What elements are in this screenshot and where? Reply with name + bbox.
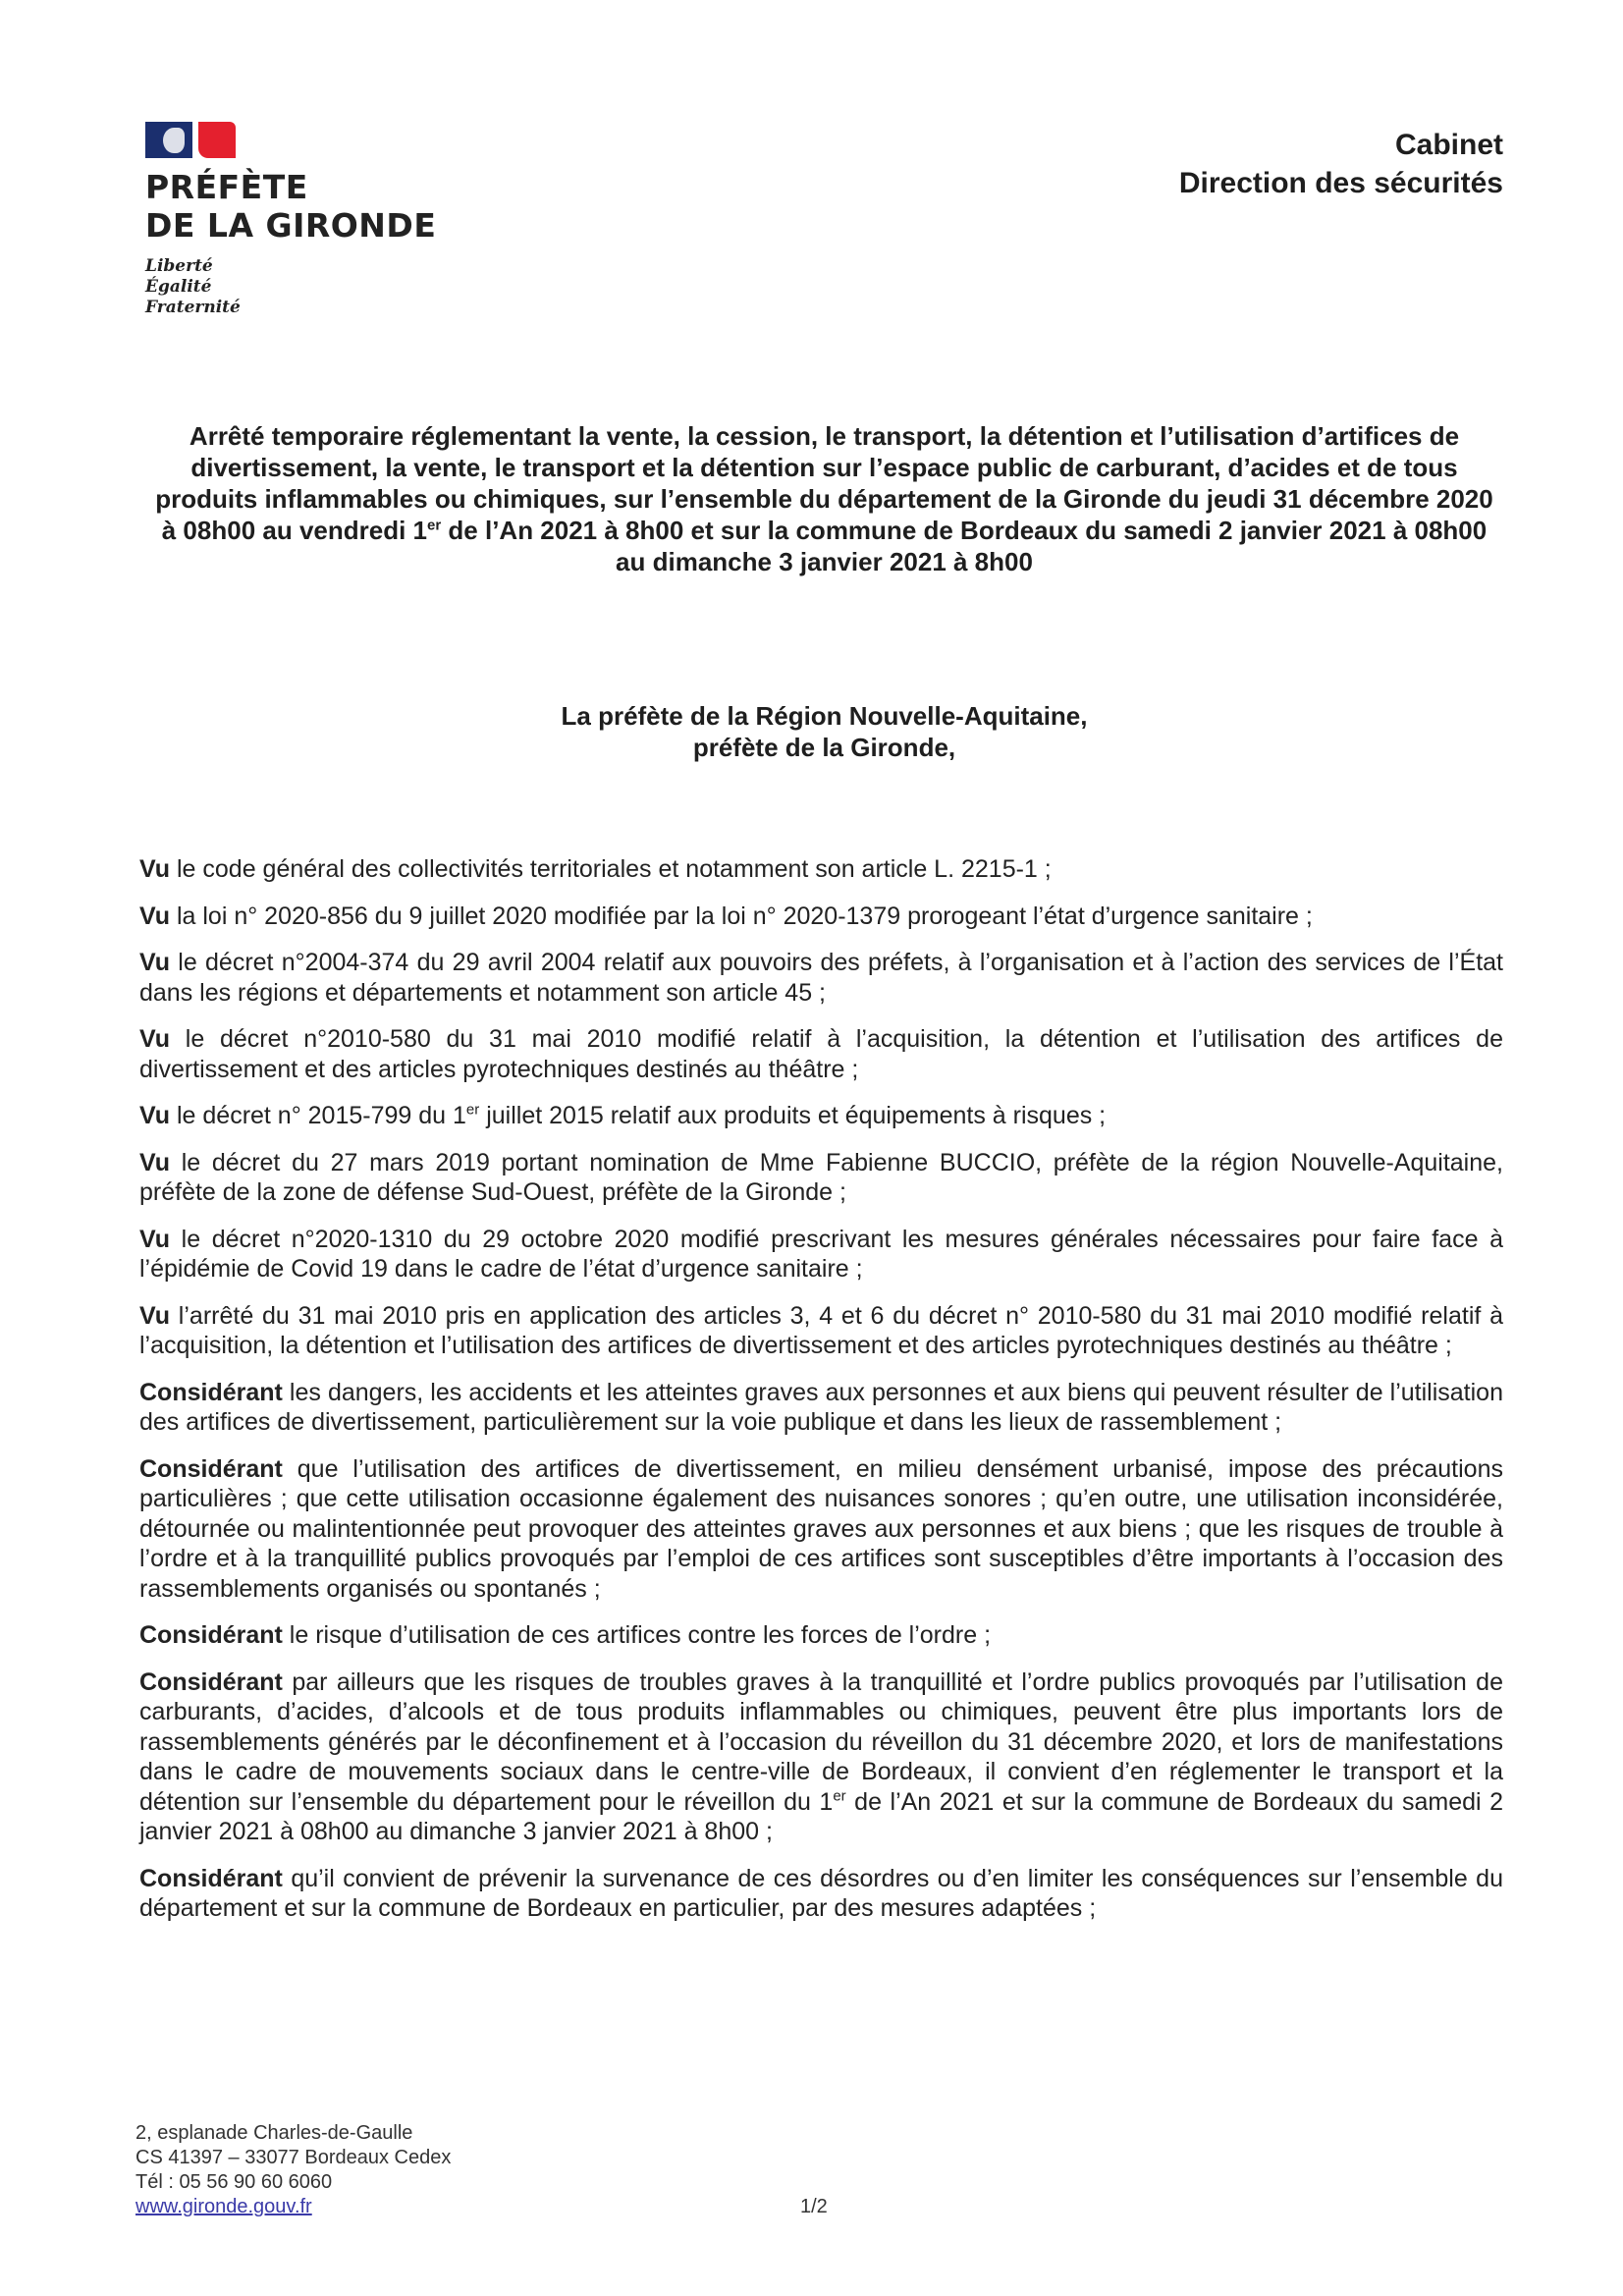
direction-label: Direction des sécurités xyxy=(1178,167,1503,199)
republic-motto: Liberté Égalité Fraternité xyxy=(145,256,241,317)
decree-title: Arrêté temporaire réglementant la vente, la cession, le transport, la détention et l’utilisation d’artifices de divertissement, la vente, le transport et la détention sur l’espace public de carburant, d’acides et de tous produits inflammables ou chimiques, sur l’ensemble du département de la Gironde du jeudi 31 décembre 2020 à 08h00 au vendredi 1er de l’An 2021 à 8h00 et sur la commune de Bordeaux du samedi 2 janvier 2021 à 08h00 au dimanche 3 janvier 2021 à 8h00 xyxy=(155,421,1493,576)
website-link[interactable]: www.gironde.gouv.fr xyxy=(135,2196,312,2217)
recital-paragraph: Vu la loi n° 2020-856 du 9 juillet 2020 modifiée par la loi n° 2020-1379 prorogeant l’état d’urgence sanitaire ; xyxy=(139,902,1313,930)
decree-body xyxy=(139,854,1503,1941)
footer-address-block xyxy=(135,2121,451,2219)
department-heading xyxy=(1179,126,1503,202)
recital-paragraph: Vu le décret n°2004-374 du 29 avril 2004 relatif aux pouvoirs des préfets, à l’organisation et à l’action des services de l’État dans les régions et départements et notamment son article 45 ; xyxy=(139,949,1503,1007)
prefecture-name: PRÉFÈTE DE LA GIRONDE xyxy=(145,168,437,245)
recital-paragraph: Vu le décret du 27 mars 2019 portant nomination de Mme Fabienne BUCCIO, préfète de la région Nouvelle-Aquitaine, préfète de la zone de défense Sud-Ouest, préfète de la Gironde ; xyxy=(139,1148,1503,1206)
consideration-paragraph: Considérant les dangers, les accidents et les atteintes graves aux personnes et aux biens qui peuvent résulter de l’utilisation des artifices de divertissement, particulièrement sur la voie publique et dans les lieux de rassemblement ; xyxy=(139,1378,1503,1436)
cabinet-label: Cabinet xyxy=(1394,129,1503,161)
consideration-paragraph: Considérant par ailleurs que les risques de troubles graves à la tranquillité et l’ordre publics provoqués par l’utilisation de carburants, d’acides, d’alcools et de tous produits inflammables ou chimiques, peuvent être plus importants lors de rassemblements générés par le déconfinement et à l’occasion du réveillon du 31 décembre 2020, et lors de manifestations dans le cadre de mouvements sociaux dans le centre-ville de Bordeaux, il convient d’en réglementer le transport et la détention sur l’ensemble du département pour le réveillon du 1er de l’An 2021 et sur la commune de Bordeaux du samedi 2 janvier 2021 à 08h00 au dimanche 3 janvier 2021 à 8h00 ; xyxy=(139,1667,1503,1845)
page-number: 1/2 xyxy=(800,2196,828,2217)
issuing-authority: La préfète de la Région Nouvelle-Aquitaine, préfète de la Gironde, xyxy=(561,701,1088,762)
recital-paragraph: Vu l’arrêté du 31 mai 2010 pris en application des articles 3, 4 et 6 du décret n° 2010-580 du 31 mai 2010 modifié relatif à l’acquisition, la détention et l’utilisation des artifices de divertissement et des articles pyrotechniques destinés au théâtre ; xyxy=(139,1301,1503,1359)
marianne-flag-icon xyxy=(145,122,243,158)
recital-paragraph: Vu le décret n°2010-580 du 31 mai 2010 modifié relatif à l’acquisition, la détention et l’utilisation des artifices de divertissement et des articles pyrotechniques destinés au théâtre ; xyxy=(139,1025,1503,1083)
recital-paragraph: Vu le décret n° 2015-799 du 1er juillet 2015 relatif aux produits et équipements à risques ; xyxy=(139,1101,1107,1129)
recital-paragraph: Vu le code général des collectivités territoriales et notamment son article L. 2215-1 ; xyxy=(139,855,1052,883)
consideration-paragraph: Considérant le risque d’utilisation de ces artifices contre les forces de l’ordre ; xyxy=(139,1621,992,1649)
phone-number: Tél : 05 56 90 60 6060 xyxy=(135,2171,333,2193)
consideration-paragraph: Considérant qu’il convient de prévenir la survenance de ces désordres ou d’en limiter les conséquences sur l’ensemble du département et sur la commune de Bordeaux en particulier, par des mesures adaptées ; xyxy=(139,1864,1503,1922)
prefecture-logo xyxy=(145,122,460,318)
address-line: CS 41397 – 33077 Bordeaux Cedex xyxy=(135,2147,452,2168)
address-line: 2, esplanade Charles-de-Gaulle xyxy=(135,2122,413,2144)
consideration-paragraph: Considérant que l’utilisation des artifices de divertissement, en milieu densément urbanisé, impose des précautions particulières ; que cette utilisation occasionne également des nuisances sonores ; qu’en outre, une utilisation inconsidérée, détournée ou malintentionnée peut provoquer des atteintes graves aux personnes et aux biens ; que les risques de trouble à l’ordre et à la tranquillité publics provoqués par l’emploi de ces artifices sont susceptibles d’être importants à l’occasion des rassemblements organisés ou spontanés ; xyxy=(139,1454,1503,1603)
recital-paragraph: Vu le décret n°2020-1310 du 29 octobre 2020 modifié prescrivant les mesures générales nécessaires pour faire face à l’épidémie de Covid 19 dans le cadre de l’état d’urgence sanitaire ; xyxy=(139,1225,1503,1283)
